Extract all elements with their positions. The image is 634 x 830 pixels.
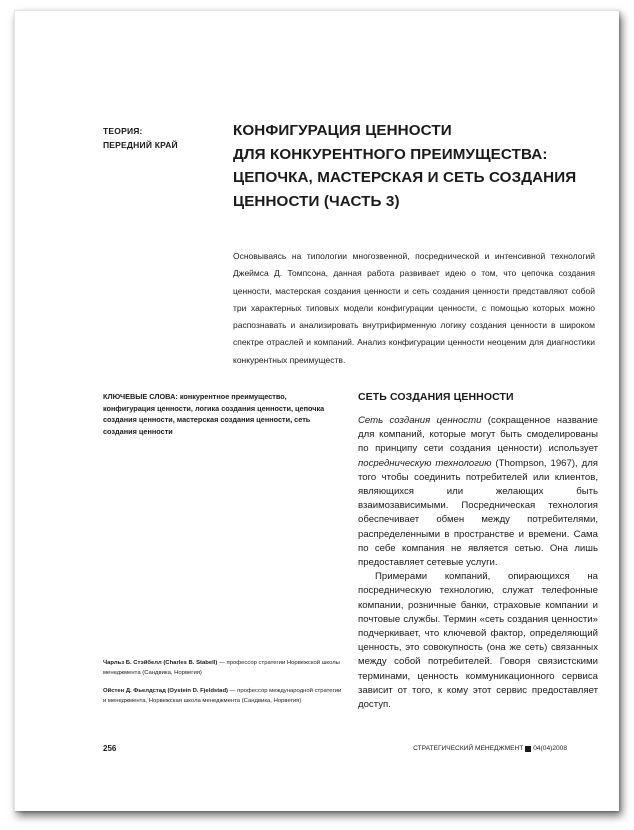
author-name: Ойстен Д. Фьелдстад (Oystein D. Fjeldstad) bbox=[103, 688, 228, 694]
section-heading: СЕТЬ СОЗДАНИЯ ЦЕННОСТИ bbox=[358, 391, 514, 403]
article-title bbox=[233, 119, 613, 213]
document-page bbox=[14, 10, 619, 811]
body-paragraph bbox=[358, 414, 598, 570]
author-desc: — профессор международной стратегии и менеджмента, Норвежская школа менеджмента (Сандвика, Норвегия) bbox=[103, 688, 342, 704]
author-note bbox=[103, 658, 345, 678]
body-column bbox=[358, 414, 598, 712]
title-line: ЦЕННОСТИ (ЧАСТЬ 3) bbox=[233, 192, 400, 210]
section-label-line: ПЕРЕДНИЙ КРАЙ bbox=[103, 140, 178, 150]
title-line: КОНФИГУРАЦИЯ ЦЕННОСТИ bbox=[233, 122, 452, 139]
section-label-line: ТЕОРИЯ: bbox=[103, 126, 143, 136]
page-number: 256 bbox=[103, 744, 117, 753]
title-line: ДЛЯ КОНКУРЕНТНОГО ПРЕИМУЩЕСТВА: bbox=[233, 145, 548, 163]
author-note bbox=[103, 686, 345, 706]
keywords: КЛЮЧЕВЫЕ СЛОВА: конкурентное преимущество, конфигурация ценности, логика создания ценности, цепочка создания ценности, мастерская создания ценности, сеть создания ценности bbox=[103, 392, 325, 436]
body-text: (Thompson, 1967), для того чтобы соединить потребителей или клиентов, являющихся или желающих быть взаимозависимыми. Посредническая технология обеспечивает обмен между потребителями, распределенными в пространстве и времени. Сама по себе компания не является сетью. Она лишь предоставляет сетевые услуги. bbox=[358, 457, 598, 569]
italic-term: посредническую технологию bbox=[358, 457, 492, 469]
journal-issue: 04(04)2008 bbox=[533, 745, 567, 752]
author-desc: — профессор стратегии Норвежской школы менеджмента (Сандвика, Норвегия) bbox=[103, 660, 340, 676]
body-paragraph: Примерами компаний, опирающихся на посредническую технологию, служат телефонные компании, розничные банки, страховые компании и почтовые службы. Термин «сеть создания ценности» подчеркивает, что ключевой фактор, определяющий ценность, это совокупность (она же сеть) связанных между собой потребителей. Говоря связистскими терминами, ценность коммуникационного сервиса зависит от того, к кому этот сервис предоставляет доступ. bbox=[358, 571, 598, 711]
abstract: Основываясь на типологии многозвенной, посреднической и интенсивной технологий Джеймса Д. Томпсона, данная работа развивает идею о том, что цепочка создания ценности, мастерская создания ценности и сеть создания ценности представляют собой три характерных типовых модели конфигурации ценности, с помощью которых можно распознавать и анализировать внутрифирменную логику создания ценности в широком спектре отраслей и компаний. Анализ конфигурации ценности неоценим для диагностики конкурентных преимуществ. bbox=[233, 251, 595, 365]
author-name: Чарльз Б. Стэйбелл (Charles B. Stabell) bbox=[103, 660, 218, 666]
section-label bbox=[103, 124, 223, 152]
square-bullet-icon bbox=[525, 746, 531, 752]
journal-name: СТРАТЕГИЧЕСКИЙ МЕНЕДЖМЕНТ bbox=[413, 745, 524, 752]
italic-term: Сеть создания ценности bbox=[358, 415, 482, 426]
title-line: ЦЕПОЧКА, МАСТЕРСКАЯ И СЕТЬ СОЗДАНИЯ bbox=[233, 169, 577, 186]
body-text: (сокращенное название для компаний, которые могут быть смоделированы по принципу сети создания ценности) использует bbox=[358, 415, 599, 455]
journal-footer bbox=[413, 745, 567, 752]
